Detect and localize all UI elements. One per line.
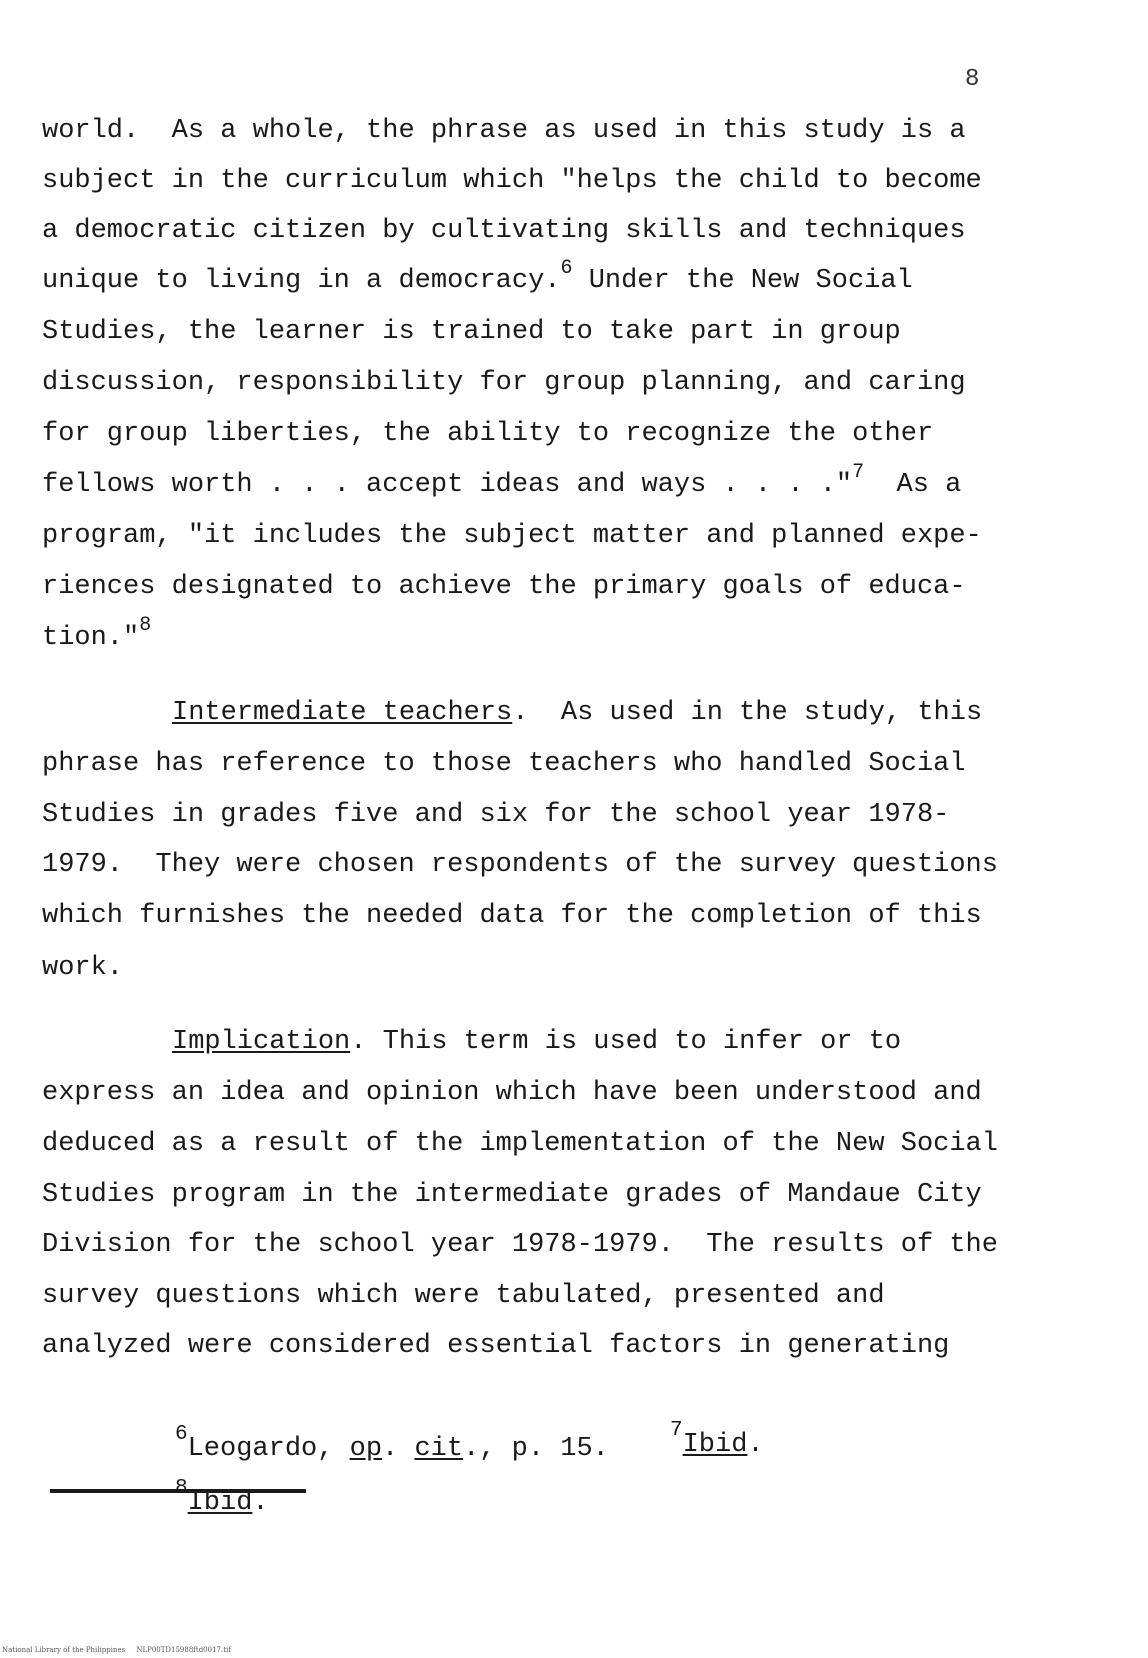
footnote-text: . [747, 1430, 764, 1460]
text-line: deduced as a result of the implementation of the New Social [42, 1129, 998, 1159]
footnote-text: ., p. 15. [463, 1434, 609, 1464]
definition-heading-line [172, 1029, 901, 1056]
archive-caption: National Library of the Philippines NLP00TD15988ftd0017.tif [2, 1646, 231, 1654]
text-line: analyzed were considered essential factors in generating [42, 1331, 950, 1361]
text-line: phrase has reference to those teachers who handled Social [42, 749, 966, 779]
defined-term: Implication [172, 1027, 351, 1057]
defined-term: Intermediate teachers [172, 698, 513, 728]
text-line: Division for the school year 1978-1979. The results of the [42, 1230, 998, 1260]
footnote-7 [670, 1419, 764, 1460]
line-text: Under the New Social [572, 266, 913, 296]
text-line: 1979. They were chosen respondents of the survey questions [42, 850, 998, 880]
text-line: discussion, responsibility for group planning, and caring [42, 368, 966, 398]
definition-heading-line [172, 700, 982, 727]
footnote-text: op [349, 1434, 383, 1464]
text-line [42, 461, 962, 500]
text-line: which furnishes the needed data for the completion of this [42, 901, 982, 931]
footnote-text: . [252, 1488, 269, 1518]
footnote-text: Leogardo, [187, 1434, 350, 1464]
footnote-8 [175, 1477, 269, 1518]
text-line: work. [42, 953, 124, 983]
line-text: . This term is used to infer or to [350, 1027, 902, 1057]
text-line: for group liberties, the ability to recognize the other [42, 419, 934, 449]
text-line: subject in the curriculum which "helps the child to become [42, 166, 982, 196]
text-line [42, 257, 913, 296]
page-number: 8 [965, 66, 980, 93]
line-text: fellows worth . . . accept ideas and ways . . . ." [42, 470, 853, 500]
text-line: a democratic citizen by cultivating skills and techniques [42, 216, 966, 246]
text-line: survey questions which were tabulated, presented and [42, 1281, 885, 1311]
text-line: express an idea and opinion which have been understood and [42, 1078, 982, 1108]
text-line: Studies, the learner is trained to take part in group [42, 317, 901, 347]
footnote-number: 8 [175, 1477, 188, 1500]
footnote-ref: 7 [852, 461, 865, 484]
text-line [42, 614, 152, 653]
footnote-ref: 8 [139, 614, 152, 637]
text-line: world. As a whole, the phrase as used in this study is a [42, 116, 966, 146]
footnote-number: 6 [175, 1423, 188, 1446]
line-text: unique to living in a democracy. [42, 266, 561, 296]
footnote-text: cit [414, 1434, 464, 1464]
line-text: tion." [42, 623, 140, 653]
footnote-text: Ibid [682, 1430, 748, 1460]
text-line: riences designated to achieve the primary goals of educa- [42, 572, 966, 602]
footnote-ref: 6 [560, 257, 573, 280]
footnote-number: 7 [670, 1419, 683, 1442]
footnote-6 [175, 1423, 609, 1464]
line-text: . As used in the study, this [512, 698, 983, 728]
text-line: program, "it includes the subject matter and planned expe- [42, 521, 982, 551]
text-line: Studies program in the intermediate grades of Mandaue City [42, 1180, 982, 1210]
line-text: As a [864, 470, 962, 500]
footnote-text: Ibid [187, 1488, 253, 1518]
footnote-text: . [382, 1434, 415, 1464]
text-line: Studies in grades five and six for the school year 1978- [42, 800, 950, 830]
